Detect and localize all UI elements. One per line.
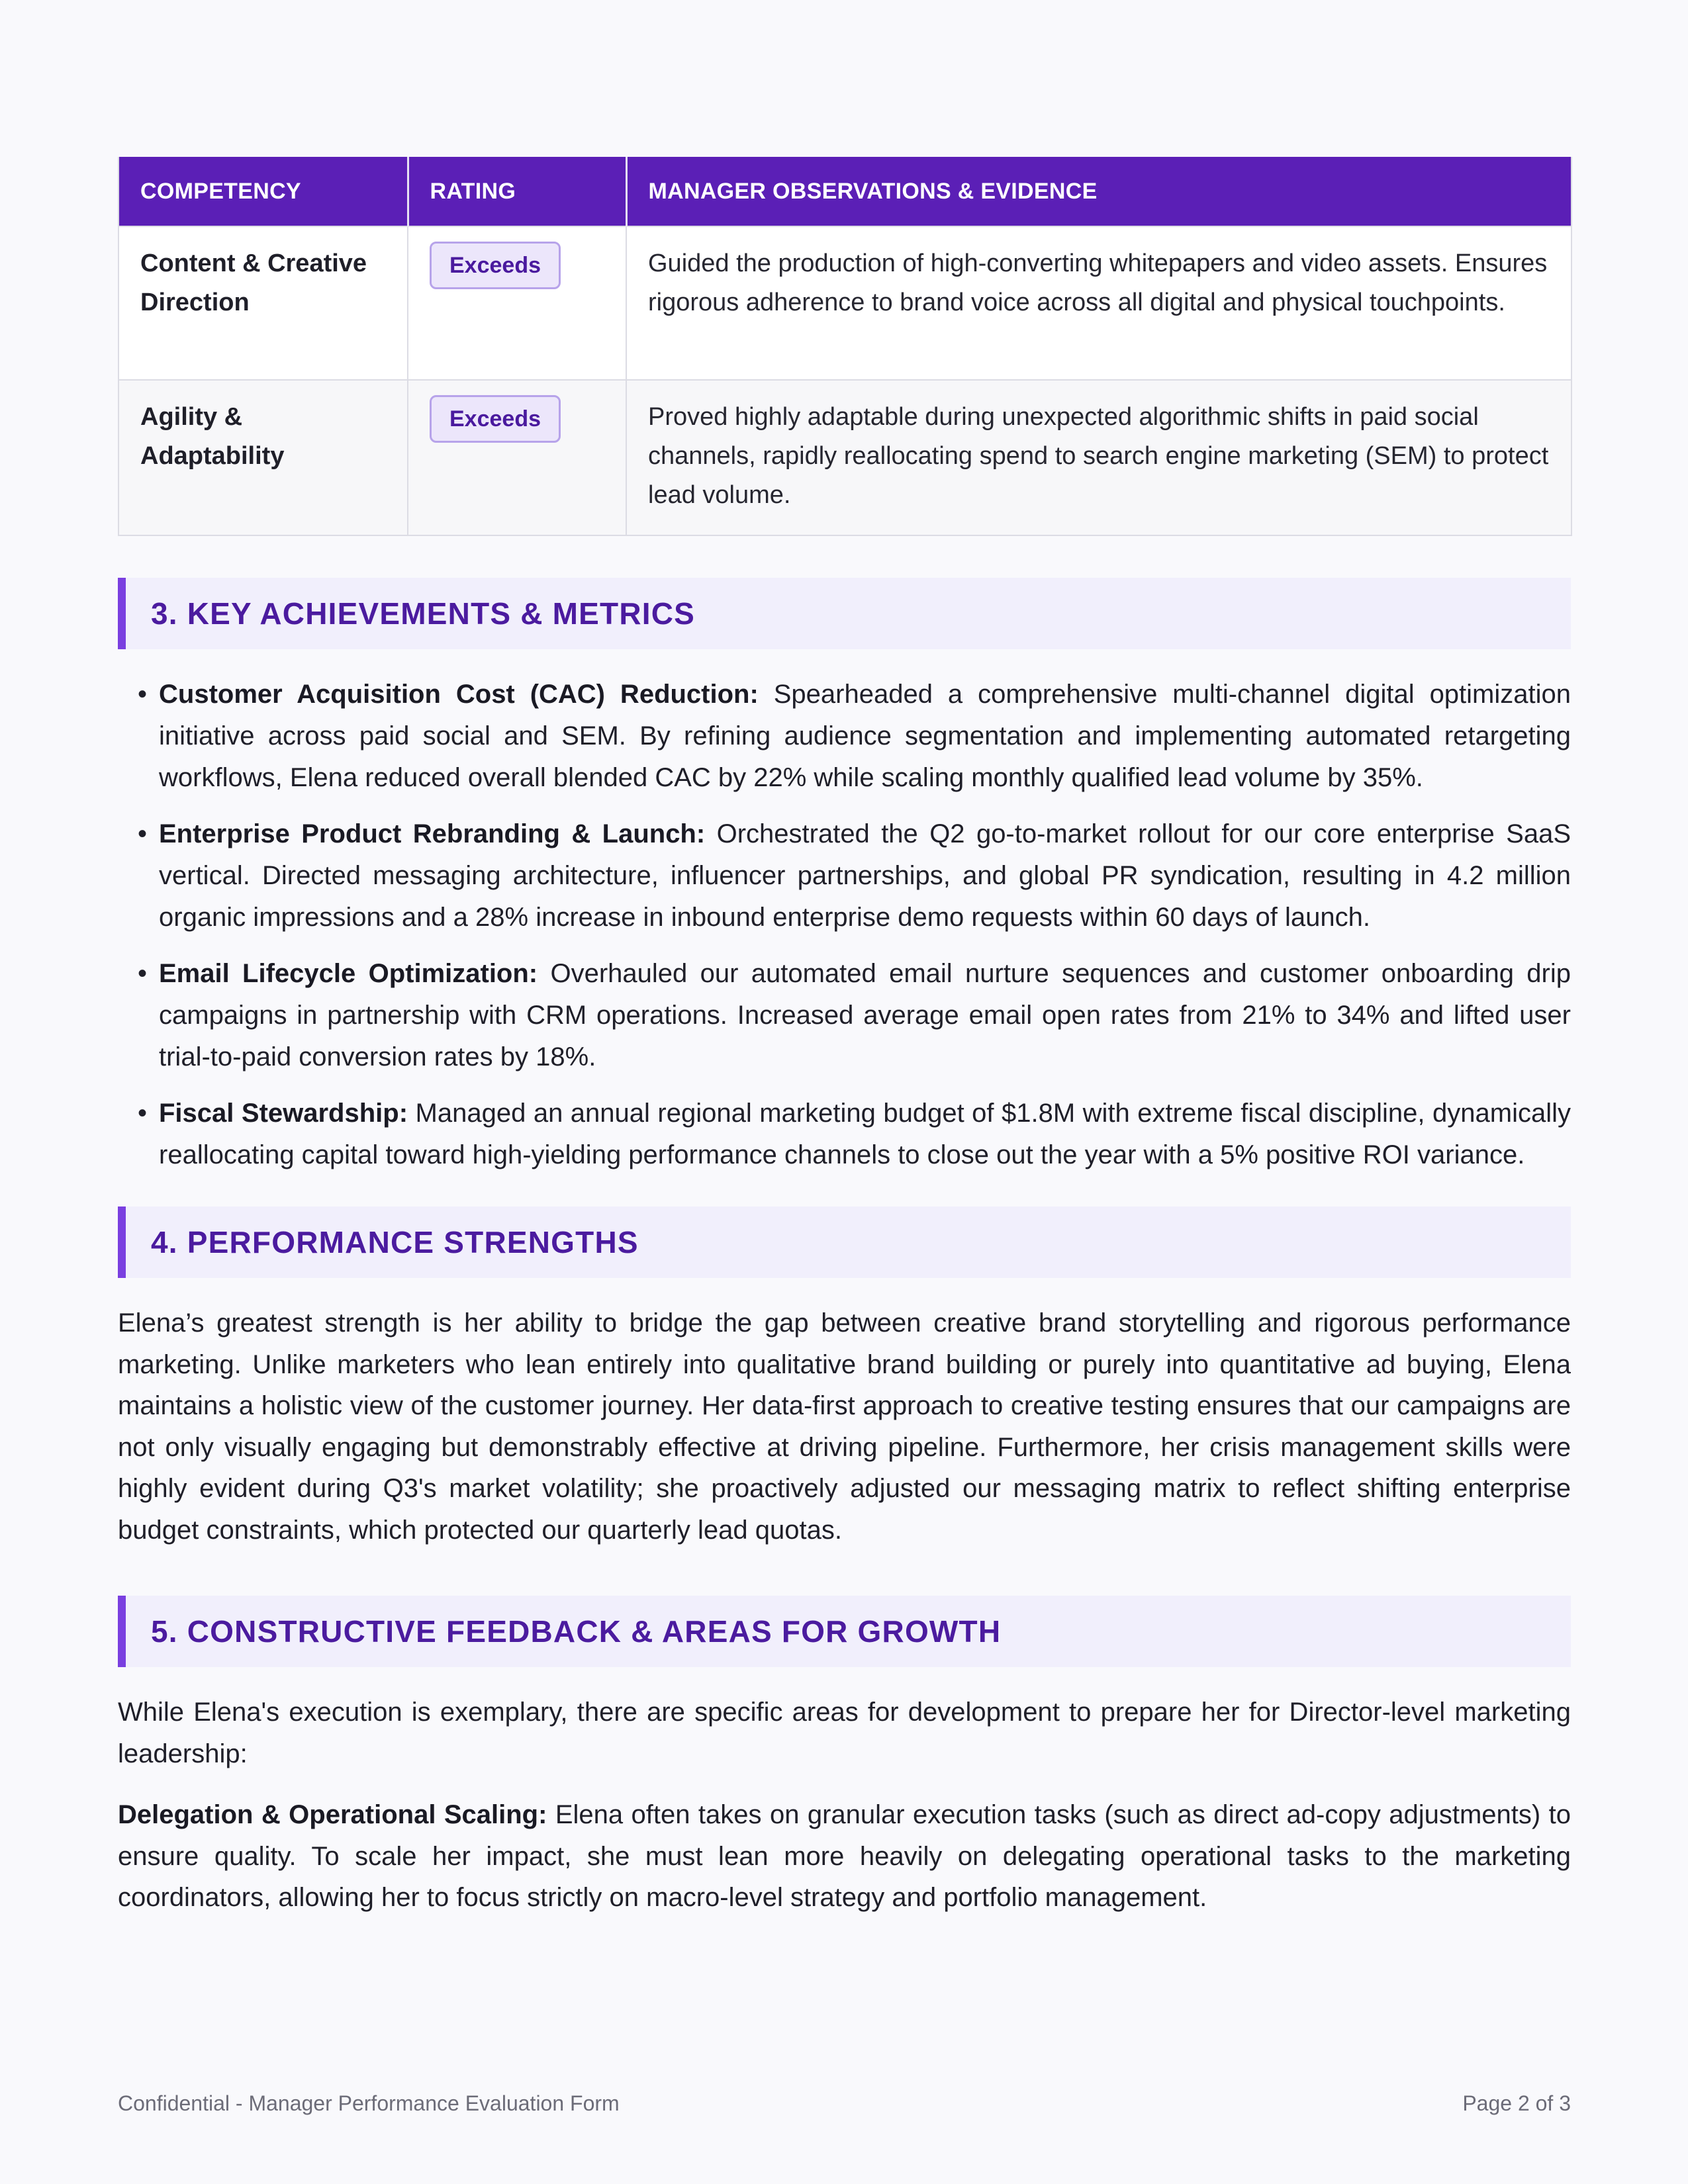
- table-header-row: [118, 157, 1571, 226]
- rating-badge: Exceeds: [430, 395, 561, 443]
- list-item: [118, 674, 1571, 799]
- observation-cell: Guided the production of high-converting whitepapers and video assets. Ensures rigorous adherence to brand voice across all digital and physical touchpoints.: [626, 226, 1571, 380]
- competency-cell: [118, 226, 408, 380]
- rating-cell: [408, 380, 626, 535]
- section-4-header: [118, 1206, 1571, 1278]
- achievement-text: Orchestrated the Q2 go-to-market rollout for our core enterprise SaaS vertical. Directed messaging architecture, influencer partnerships, and global PR syndication, resulting in 4.2 million organic impressions and a 28% increase in inbound enterprise demo requests within 60 days of launch.: [159, 819, 1571, 932]
- competency-name-line2: Direction: [140, 289, 250, 316]
- table-row: [118, 226, 1571, 380]
- achievement-lead: Customer Acquisition Cost (CAC) Reduction:: [159, 680, 759, 709]
- page-number: Page 2 of 3: [1462, 2091, 1571, 2115]
- table-row: [118, 380, 1571, 535]
- section-3-header: [118, 578, 1571, 649]
- rating-badge: Exceeds: [430, 242, 561, 289]
- section-4-title: 4. PERFORMANCE STRENGTHS: [151, 1225, 639, 1259]
- competency-cell: [118, 380, 408, 535]
- competency-name-line2: Adaptability: [140, 442, 285, 470]
- page-footer: [118, 2091, 1571, 2116]
- achievement-text: Spearheaded a comprehensive multi-channel digital optimization initiative across paid social and SEM. By refining audience segmentation and implementing automated retargeting workflows, Elena reduced overall blended CAC by 22% while scaling monthly qualified lead volume by 35%.: [159, 680, 1571, 792]
- section-5-title: 5. CONSTRUCTIVE FEEDBACK & AREAS FOR GROWTH: [151, 1614, 1002, 1649]
- header-observations: MANAGER OBSERVATIONS & EVIDENCE: [626, 157, 1571, 226]
- list-item: [118, 813, 1571, 938]
- competency-name-line1: Agility &: [140, 403, 243, 431]
- list-item: [118, 1093, 1571, 1176]
- bullet-icon: •: [138, 959, 148, 988]
- header-rating: RATING: [408, 157, 626, 226]
- achievement-lead: Fiscal Stewardship:: [159, 1099, 408, 1128]
- observation-cell: Proved highly adaptable during unexpected algorithmic shifts in paid social channels, rapidly reallocating spend to search engine marketing (SEM) to protect lead volume.: [626, 380, 1571, 535]
- section-3-title: 3. KEY ACHIEVEMENTS & METRICS: [151, 596, 696, 631]
- achievement-text: Overhauled our automated email nurture sequences and customer onboarding drip campaigns in partnership with CRM operations. Increased average email open rates from 21% to 34% and lifted user trial-to-paid conversion rates by 18%.: [159, 959, 1571, 1071]
- achievement-lead: Enterprise Product Rebranding & Launch:: [159, 819, 706, 848]
- strengths-paragraph: Elena’s greatest strength is her ability to bridge the gap between creative brand storytelling and rigorous performance marketing. Unlike marketers who lean entirely into qualitative brand building or purely into quantitative ad buying, Elena maintains a holistic view of the customer journey. Her data-first approach to creative testing ensures that our campaigns are not only visually engaging but demonstrably effective at driving pipeline. Furthermore, her crisis management skills were highly evident during Q3's market volatility; she proactively adjusted our messaging matrix to reflect shifting enterprise budget constraints, which protected our quarterly lead quotas.: [118, 1308, 1571, 1545]
- delegation-lead: Delegation & Operational Scaling:: [118, 1800, 547, 1829]
- competency-table: [118, 157, 1572, 536]
- rating-cell: [408, 226, 626, 380]
- section-5-header: [118, 1596, 1571, 1667]
- page-content: [118, 157, 1571, 1919]
- achievements-list: [118, 674, 1571, 1176]
- growth-intro-paragraph: While Elena's execution is exemplary, there are specific areas for development to prepare her for Director-level marketing leadership:: [118, 1698, 1571, 1768]
- delegation-text: Elena often takes on granular execution tasks (such as direct ad-copy adjustments) to ensure quality. To scale her impact, she must lean more heavily on delegating operational tasks to the marketing coordinators, allowing her to focus strictly on macro-level strategy and portfolio management.: [118, 1800, 1571, 1912]
- bullet-icon: •: [138, 680, 148, 709]
- bullet-icon: •: [138, 819, 148, 848]
- bullet-icon: •: [138, 1099, 148, 1128]
- achievement-text: Managed an annual regional marketing budget of $1.8M with extreme fiscal discipline, dynamically reallocating capital toward high-yielding performance channels to close out the year with a 5% positive ROI variance.: [159, 1099, 1571, 1169]
- footer-confidential-label: Confidential - Manager Performance Evaluation Form: [118, 2091, 620, 2115]
- delegation-paragraph: [118, 1794, 1571, 1919]
- achievement-lead: Email Lifecycle Optimization:: [159, 959, 538, 988]
- competency-name-line1: Content & Creative: [140, 250, 367, 277]
- header-competency: COMPETENCY: [118, 157, 408, 226]
- list-item: [118, 953, 1571, 1078]
